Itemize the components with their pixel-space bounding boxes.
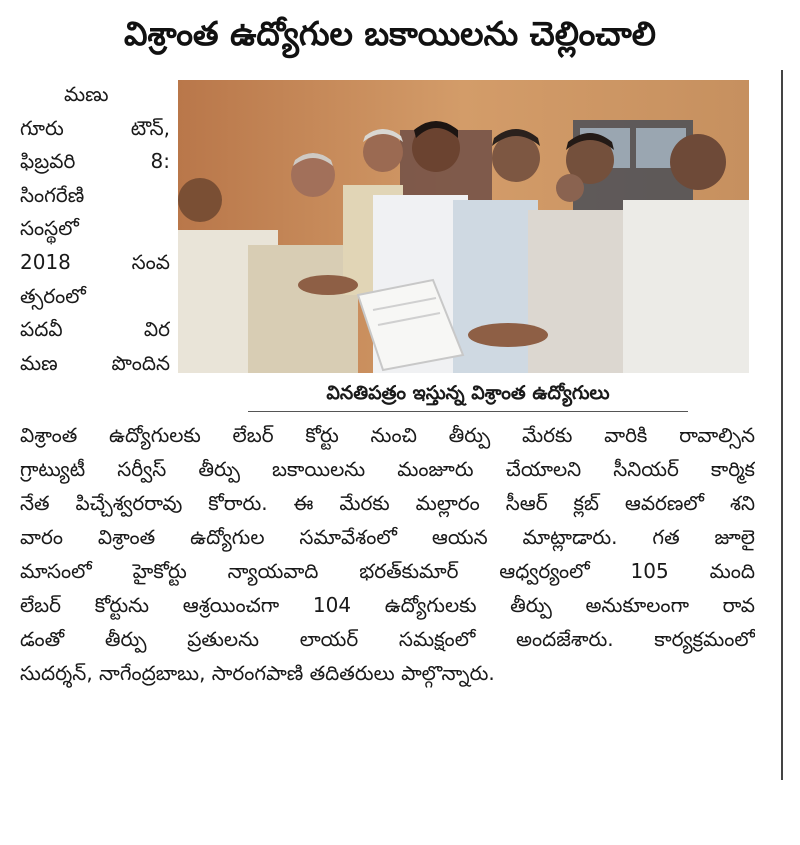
narrow-line: సంస్థలో xyxy=(20,216,79,241)
narrow-line: గూరు టౌన్, xyxy=(20,115,170,140)
body-line: లేబర్ కోర్టును ఆశ్రయించగా 104 ఉద్యోగులకు తీర్పు అనుకూలంగా రావ xyxy=(20,593,755,617)
narrow-line: 2018 సంవ xyxy=(20,249,170,274)
column-rule xyxy=(781,70,783,780)
body-line: డంతో తీర్పు ప్రతులను లాయర్ సమక్షంలో అందజేశారు. కార్యక్రమంలో xyxy=(20,627,755,651)
news-photo xyxy=(178,80,749,373)
narrow-line: మణు xyxy=(64,82,109,106)
narrow-line: ఫిబ్రవరి 8: xyxy=(20,149,170,174)
narrow-line: పదవీ విర xyxy=(20,317,170,342)
body-line: నేత పిచ్చేశ్వరరావు కోరారు. ఈ మేరకు మల్లారం సీఆర్ క్లబ్ ఆవరణలో శని xyxy=(20,491,755,515)
body-line: సుదర్శన్, నాగేంద్రబాబు, సారంగపాణి తదితరులు పాల్గొన్నారు. xyxy=(20,661,495,685)
body-line: మాసంలో హైకోర్టు న్యాయవాది భరత్‌కుమార్ ఆధ్వర్యంలో 105 మంది xyxy=(20,559,755,583)
photo-caption: వినతిపత్రం ఇస్తున్న విశ్రాంత ఉద్యోగులు xyxy=(326,382,610,404)
narrow-line: త్సరంలో xyxy=(20,283,86,308)
narrow-column-text xyxy=(20,78,170,380)
article-body xyxy=(20,418,755,690)
narrow-line: మణ పొందిన xyxy=(20,350,170,375)
caption-underline xyxy=(248,411,688,412)
body-line: విశ్రాంత ఉద్యోగులకు లేబర్ కోర్టు నుంచి తీర్పు మేరకు వారికి రావాల్సిన xyxy=(20,423,755,447)
narrow-line: సింగరేణి xyxy=(20,182,85,207)
body-line: గ్రాట్యుటీ సర్వీస్ తీర్పు బకాయిలను మంజూరు చేయాలని సీనియర్ కార్మిక xyxy=(20,457,755,481)
body-line: వారం విశ్రాంత ఉద్యోగుల సమావేశంలో ఆయన మాట్లాడారు. గత జూలై xyxy=(20,525,755,549)
headline: విశ్రాంత ఉద్యోగుల బకాయిలను చెల్లించాలి xyxy=(124,14,656,53)
